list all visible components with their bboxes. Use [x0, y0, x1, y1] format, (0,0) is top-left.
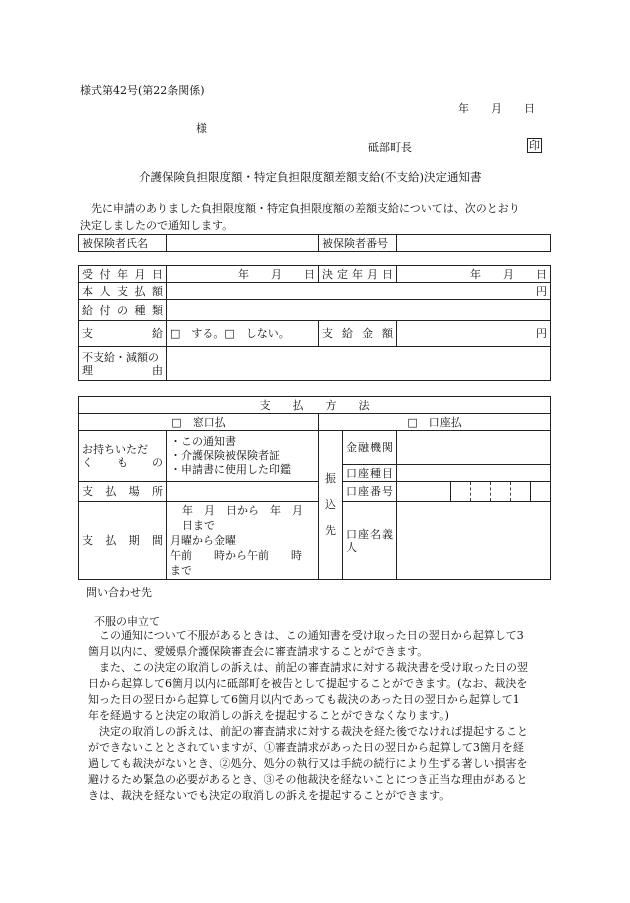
payment-amount-field[interactable]: 円 — [397, 321, 551, 347]
appeal-line: 知った日の翌日から起算して6箇月以内であっても裁決のあった日の翌日から起算して1 — [88, 693, 520, 706]
appeal-line: 過しても裁決がないとき、②処分、処分の執行又は手続の続行により生ずる著しい損害を — [88, 757, 528, 770]
insured-name-label: 被保険者氏名 — [79, 235, 167, 252]
appeal-line: また、この決定の取消しの訴えは、前記の審査請求に対する裁決書を受け取った日の翌 — [99, 661, 528, 674]
seal-mark: 印 — [529, 139, 540, 152]
decision-table — [78, 265, 551, 381]
account-type-label: 口座種目 — [343, 465, 397, 482]
decided-date-field[interactable]: 年 月 日 — [397, 266, 551, 283]
payment-amount-label: 支給金額 — [319, 321, 397, 347]
benefit-type-label: 給付の種類 — [79, 300, 167, 321]
issue-date: 年 月 日 — [458, 102, 535, 115]
appeal-line: 日から起算して6箇月以内に砥部町を被告として提起することができます。(なお、裁決を — [88, 677, 528, 690]
bring-items-list — [167, 431, 319, 482]
account-number-digit[interactable] — [451, 482, 471, 502]
decided-date-label: 決定年月日 — [319, 266, 397, 283]
bring-label-line-1: お持ちいただ — [82, 443, 148, 456]
transfer-char: 振 — [325, 472, 336, 485]
intro-line-1: 先に申請のありました負担限度額・特定負担限度額の差額支給については、次のとおり — [91, 202, 520, 215]
reason-label-line-2: 理 由 — [82, 363, 163, 377]
payment-place-field[interactable] — [167, 482, 319, 502]
bring-item: ・申請書に使用した印鑑 — [170, 463, 291, 476]
transfer-destination-label — [319, 431, 343, 580]
appeal-heading: 不服の申立て — [94, 615, 160, 628]
appeal-line: 年を経過すると決定の取消しの訴えを提起することができなくなります。) — [88, 709, 449, 722]
appeal-line: きは、裁決を経ないでも決定の取消しの訴えを提起することができます。 — [88, 789, 451, 802]
bank-field[interactable] — [397, 431, 551, 465]
account-number-digit[interactable] — [471, 482, 491, 502]
appeal-line: 避けるため緊急の必要があるとき、③その他裁決を経ないことにつき正当な理由があると — [88, 773, 528, 786]
appeal-paragraph-2 — [88, 660, 553, 724]
appeal-line: ができないこととされていますが、①審査請求があった日の翌日から起算して3箇月を経 — [88, 741, 524, 754]
appeal-line: この通知について不服があるときは、この通知書を受け取った日の翌日から起算して3 — [99, 629, 524, 642]
bring-item: ・この通知書 — [170, 435, 236, 448]
reason-field[interactable] — [167, 347, 551, 381]
bring-items-label — [79, 431, 167, 482]
bring-label-line-2: く も の — [82, 456, 163, 469]
transfer-char: 込 — [325, 498, 336, 511]
paid-amount-field[interactable]: 円 — [167, 283, 551, 300]
addressee-suffix: 様 — [196, 122, 207, 135]
insured-table — [78, 234, 551, 252]
period-line: 日まで — [182, 519, 215, 532]
account-number-digit[interactable] — [531, 482, 551, 502]
window-payment-option[interactable]: □ 窓口払 — [79, 414, 319, 431]
payment-decision-options[interactable]: □ する。□ しない。 — [167, 321, 319, 347]
period-line: 年 月 日から 年 月 — [182, 504, 303, 517]
appeal-line: 決定の取消しの訴えは、前記の審査請求に対する裁決を経た後でなければ提起すること — [99, 725, 528, 738]
period-line: まで — [170, 564, 192, 577]
issuer-name: 砥部町長 — [368, 141, 412, 154]
payment-decision-label: 支 給 — [79, 321, 167, 347]
received-date-field[interactable]: 年 月 日 — [167, 266, 319, 283]
appeal-line: 箇月以内に、愛媛県介護保険審査会に審査請求することができます。 — [88, 645, 429, 658]
reason-label-line-1: 不支給・減額の — [82, 350, 159, 364]
paid-amount-label: 本人支払額 — [79, 283, 167, 300]
account-holder-label: 口座名義人 — [343, 502, 397, 580]
account-number-label: 口座番号 — [343, 482, 397, 502]
document-title: 介護保険負担限度額・特定負担限度額差額支給(不支給)決定通知書 — [139, 170, 482, 184]
appeal-paragraph-3 — [88, 724, 553, 804]
reason-label — [79, 347, 167, 381]
intro-line-2: 決定しましたので通知します。 — [80, 219, 234, 232]
payment-period-label: 支払期間 — [79, 502, 167, 580]
received-date-label: 受付年月日 — [79, 266, 167, 283]
account-number-digit[interactable] — [491, 482, 511, 502]
account-number-digit[interactable] — [511, 482, 531, 502]
payment-method-table — [78, 396, 551, 580]
account-type-field[interactable] — [397, 465, 551, 482]
insured-number-label: 被保険者番号 — [319, 235, 397, 252]
insured-name-field[interactable] — [167, 235, 319, 252]
account-payment-option[interactable]: □ 口座払 — [319, 414, 551, 431]
transfer-char: 先 — [325, 524, 336, 537]
benefit-type-field[interactable] — [167, 300, 551, 321]
inquiry-label: 問い合わせ先 — [86, 586, 152, 599]
insured-number-field[interactable] — [397, 235, 551, 252]
payment-place-label: 支払場所 — [79, 482, 167, 502]
bring-item: ・介護保険被保険者証 — [170, 449, 280, 462]
bank-label: 金融機関 — [343, 431, 397, 465]
form-number: 様式第42号(第22条関係) — [80, 84, 205, 97]
account-holder-field[interactable] — [397, 502, 551, 580]
period-line: 月曜から金曜 — [170, 534, 236, 547]
payment-method-title: 支 払 方 法 — [79, 397, 551, 414]
period-line: 午前 時から午前 時 — [170, 549, 302, 562]
payment-period-field[interactable] — [167, 502, 319, 580]
account-number-digit[interactable] — [397, 482, 451, 502]
appeal-paragraph-1 — [88, 628, 553, 660]
